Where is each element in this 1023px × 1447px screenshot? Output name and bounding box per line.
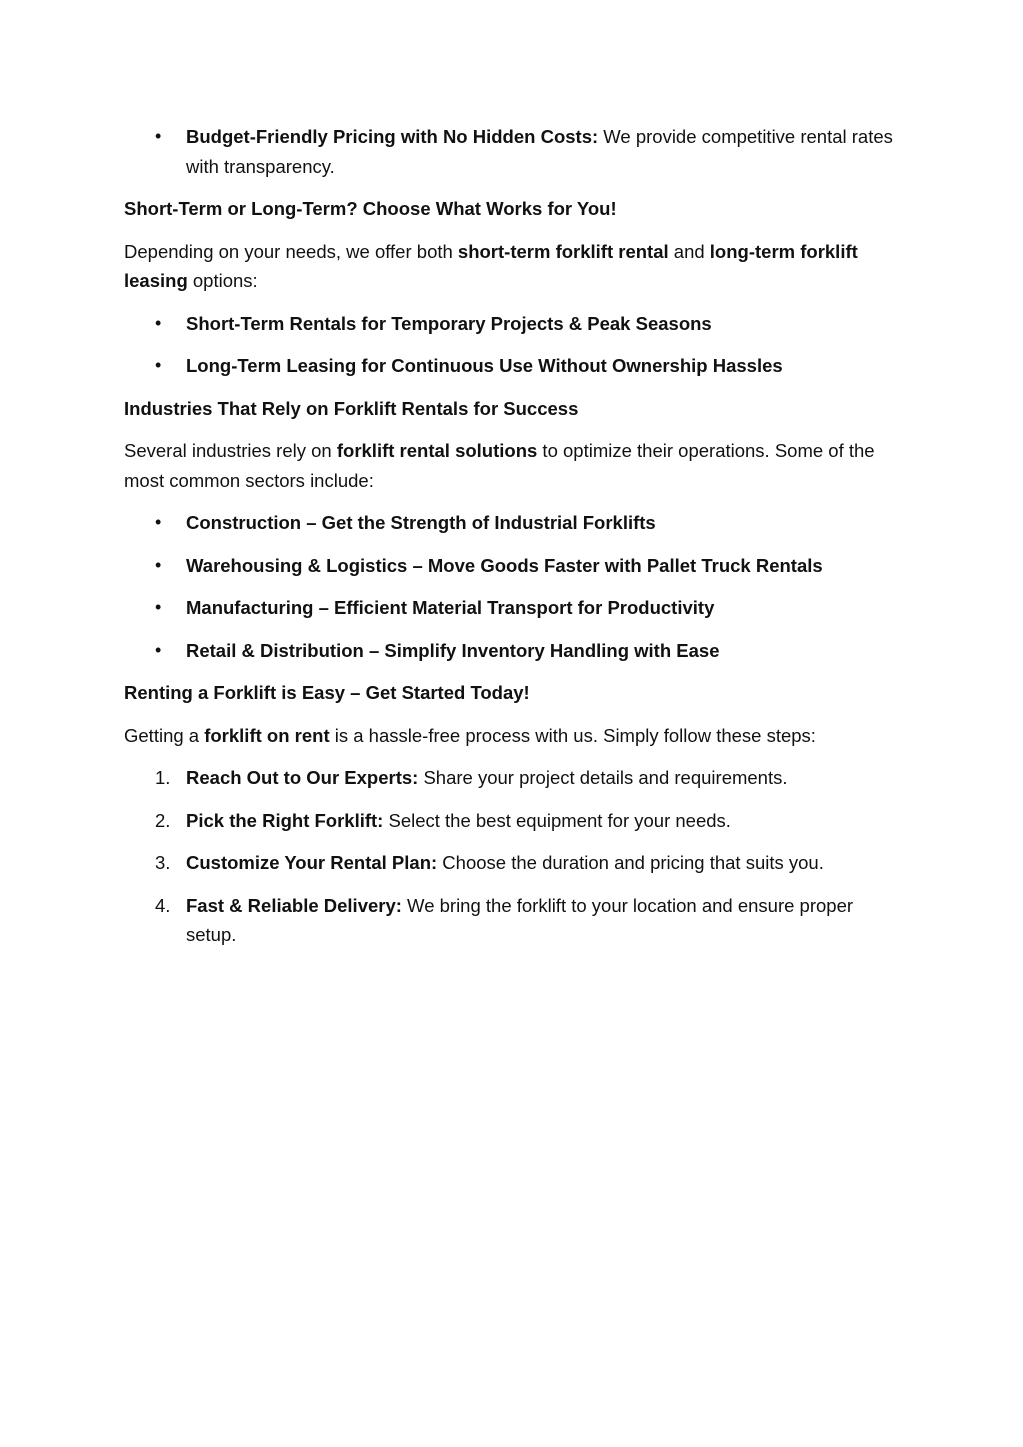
step-number: 4. [155, 894, 171, 916]
list-item [155, 351, 894, 381]
list-item [155, 593, 894, 623]
paragraph-text: and [668, 240, 710, 262]
bullet-icon: • [155, 597, 162, 617]
paragraph-bold: forklift rental solutions [336, 440, 538, 461]
step-text: We bring the forklift to your location and ensure proper setup. [186, 894, 854, 945]
list-item [155, 636, 894, 666]
step-title: Reach Out to Our Experts: [186, 767, 419, 788]
paragraph-text: Depending on your needs, we offer both [124, 240, 458, 262]
section-heading-rental-terms: Short-Term or Long-Term? Choose What Works for You! [124, 198, 617, 219]
paragraph-bold: short-term forklift rental [457, 240, 669, 262]
step-number: 3. [155, 852, 171, 873]
list-item-bold: Construction – Get the Strength of Industrial Forklifts [186, 512, 656, 533]
list-item [155, 551, 894, 581]
paragraph-text: options: [187, 270, 258, 291]
paragraph-text: to optimize their operations. Some of the most common sectors include: [124, 440, 875, 491]
step-title: Pick the Right Forklift: [186, 809, 384, 831]
list-item-bold: Long-Term Leasing for Continuous Use Without Ownership Hassles [186, 355, 783, 376]
rental-options-list [124, 309, 894, 381]
step-text: Select the best equipment for your needs. [383, 809, 731, 831]
list-item-bold: Short-Term Rentals for Temporary Projects & Peak Seasons [186, 312, 712, 334]
paragraph-bold: long-term forklift leasing [124, 240, 858, 291]
paragraph-industries [124, 436, 894, 495]
list-item-bold: Manufacturing – Efficient Material Transport for Productivity [186, 597, 715, 618]
paragraph-text: Several industries rely on [124, 440, 337, 461]
step-text: Choose the duration and pricing that suits you. [437, 852, 824, 873]
step-title: Fast & Reliable Delivery: [186, 894, 402, 916]
step-item [155, 891, 894, 950]
paragraph-text: is a hassle-free process with us. Simply follow these steps: [329, 724, 816, 746]
paragraph-bold: forklift on rent [204, 724, 330, 746]
paragraph-get-started [124, 721, 894, 751]
bullet-icon: • [155, 312, 162, 333]
step-item [155, 763, 894, 793]
step-item [155, 806, 894, 836]
industries-list [124, 508, 894, 665]
list-item [155, 309, 894, 339]
bullet-icon: • [155, 512, 162, 532]
list-item-bold: Retail & Distribution – Simplify Inventory Handling with Ease [186, 639, 720, 661]
section-heading-get-started: Renting a Forklift is Easy – Get Started Today! [124, 682, 530, 703]
list-item-bold: Warehousing & Logistics – Move Goods Faster with Pallet Truck Rentals [186, 554, 823, 576]
benefits-list [124, 122, 894, 181]
bullet-icon: • [155, 554, 162, 575]
step-number: 1. [155, 767, 171, 788]
bullet-icon: • [155, 126, 162, 146]
bullet-icon: • [155, 355, 162, 375]
step-number: 2. [155, 809, 171, 831]
list-item-text: We provide competitive rental rates with transparency. [186, 126, 893, 177]
paragraph-rental-terms [124, 237, 894, 296]
steps-list [124, 763, 894, 950]
bullet-icon: • [155, 639, 162, 660]
paragraph-text: Getting a [124, 724, 205, 746]
step-text: Share your project details and requirements. [418, 767, 788, 788]
list-item [155, 122, 894, 181]
step-item [155, 848, 894, 878]
step-title: Customize Your Rental Plan: [186, 852, 438, 873]
document-body [124, 122, 894, 963]
list-item [155, 508, 894, 538]
list-item-bold: Budget-Friendly Pricing with No Hidden Costs: [186, 126, 599, 147]
section-heading-industries: Industries That Rely on Forklift Rentals for Success [124, 397, 579, 419]
